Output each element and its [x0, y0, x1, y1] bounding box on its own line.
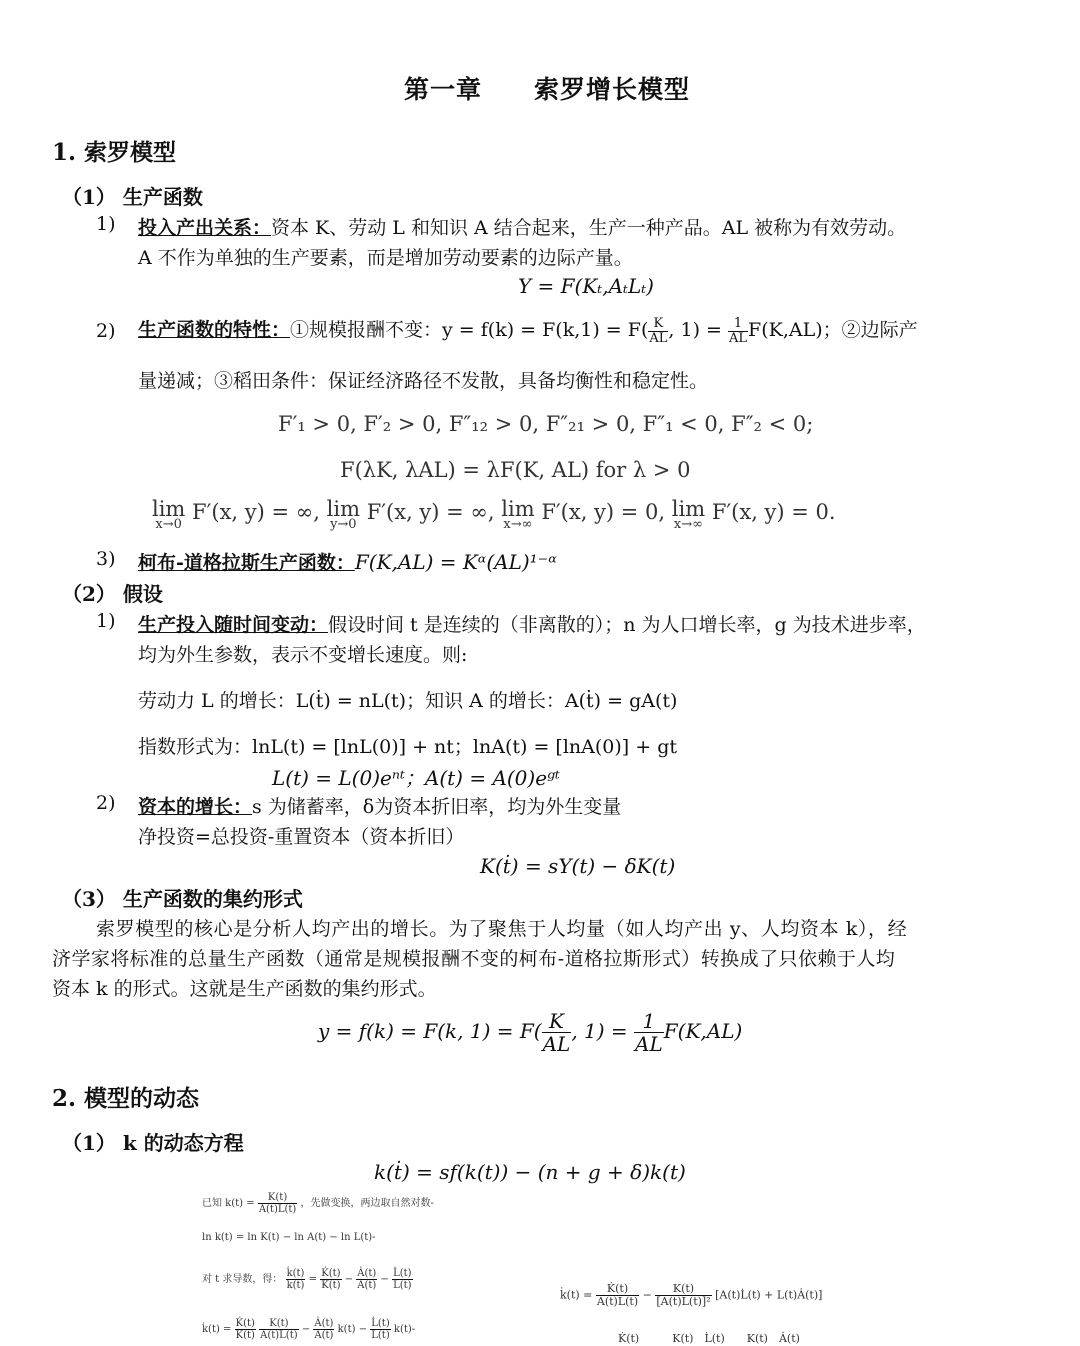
item-text: 假设时间 t 是连续的（非离散的）；n 为人口增长率，g 为技术进步率，: [328, 614, 926, 636]
item-text-c: F(K,AL)；②边际产: [748, 319, 918, 341]
k-dynamics-equation: k(ṫ) = sf(k(t)) − (n + g + δ)k(t): [374, 1160, 686, 1184]
fraction-denominator: A(t): [314, 1330, 334, 1341]
item-assumption-line-1: [138, 610, 926, 637]
note-text: 对 t 求导数，得：: [202, 1274, 283, 1285]
derivation-right-2: K̇(t) K(t) L̇(t) K(t) Ȧ(t): [618, 1332, 800, 1345]
lim-word: lim: [671, 497, 706, 521]
cobb-douglas-equation: F(K,AL) = Kᵅ(AL)¹⁻ᵅ: [354, 550, 557, 574]
fraction-denominator: k(t): [286, 1280, 305, 1291]
fraction-1-over-al: [634, 1010, 664, 1055]
lim-word: lim: [326, 497, 360, 521]
item-assumption-line-2: 均为外生参数，表示不变增长速度。则:: [138, 644, 468, 666]
eq-part-a: y = f(k) = F(k, 1) = F(: [318, 1019, 542, 1043]
limit-expr: F′(x, y) = 0,: [541, 500, 666, 524]
limit-2: [326, 497, 360, 532]
fraction-denominator: K(t): [235, 1330, 255, 1341]
limit-expr: F′(x, y) = ∞,: [366, 500, 495, 524]
limit-expr: F′(x, y) = 0.: [711, 500, 836, 524]
fraction-denominator: K(t): [321, 1280, 341, 1291]
item-text: s 为储蓄率，δ为资本折旧率，均为外生变量: [252, 796, 622, 818]
item-label: 生产函数的特性：: [138, 319, 291, 341]
limit-sub: x→∞: [503, 517, 533, 532]
lim-word: lim: [501, 497, 535, 521]
item-number: 1): [96, 213, 116, 235]
fraction-numerator: K: [648, 317, 668, 332]
fraction-denominator: [A(t)L(t)]²: [656, 1295, 711, 1308]
lim-word: lim: [152, 497, 186, 521]
fraction-numerator: K(t): [258, 1192, 298, 1204]
item-1-line-1: [138, 213, 906, 240]
eq-part-c: F(K,AL): [663, 1019, 743, 1043]
note-fraction: [258, 1192, 298, 1215]
fraction-denominator: A(t)L(t): [258, 1204, 297, 1215]
inada-conditions-equation: F′₁ > 0, F′₂ > 0, F″₁₂ > 0, F″₂₁ > 0, F″₁ < 0, F″₂ < 0;: [278, 412, 814, 436]
note-text: ，先做变换，两边取自然对数-: [300, 1198, 434, 1209]
limit-sub: x→∞: [673, 517, 703, 532]
fraction-denominator: A(t): [357, 1280, 377, 1291]
intensive-form-equation: [318, 1006, 742, 1056]
item-label: 生产投入随时间变动：: [138, 614, 329, 636]
subsection-1-3-title: （3） 生产函数的集约形式: [62, 887, 303, 911]
paragraph-line-2: 济学家将标准的总量生产函数（通常是规模报酬不变的柯布-道格拉斯形式）转换成了只依赖于人均: [52, 948, 896, 970]
fraction-numerator: Ȧ(t): [314, 1318, 334, 1329]
paragraph-line-1: 索罗模型的核心是分析人均产出的增长。为了聚焦于人均量（如人均产出 y、人均资本 k），经: [96, 918, 908, 940]
fraction-numerator: K̇(t): [321, 1268, 341, 1279]
fraction-numerator: Ȧ(t): [357, 1268, 377, 1279]
item-2-line-2: 量递减；③稻田条件：保证经济路径不发散，具备均衡性和稳定性。: [138, 370, 709, 392]
note-fraction: [313, 1318, 334, 1341]
limit-3: [501, 497, 535, 532]
fraction-numerator: k̇(t): [286, 1268, 305, 1279]
fraction-denominator: A(t)L(t): [260, 1330, 298, 1341]
fraction-numerator: K(t): [259, 1318, 299, 1330]
fraction-numerator: K: [542, 1010, 572, 1033]
item-2-line-1: [138, 313, 918, 347]
derivation-note-1: [202, 1192, 434, 1215]
fraction-k-over-al: [648, 317, 668, 346]
note-fraction: [370, 1318, 390, 1341]
item-text-a: ①规模报酬不变：y = f(k) = F(k,1) = F(: [290, 319, 649, 341]
derivation-note-3: 对 t 求导数，得： $\frac{k̇(t)}{k(t)}$ = $\frac{K̇(t)}{K(t)}$ − $\frac{Ȧ(t)}{A(t)}$ − $\frac{L̇(t)}{L(t)}$: [202, 1268, 412, 1291]
note-text: k̇(t) =: [560, 1288, 593, 1302]
fraction-numerator: 1: [634, 1010, 664, 1033]
note-fraction: [655, 1283, 711, 1308]
item-label: 柯布-道格拉斯生产函数：: [138, 552, 355, 574]
derivation-right-1: k̇(t) = $\frac{K̇(t)}{A(t)L(t)}$ − $\frac{K(t)}{\text{[A(t)L(t)]²}}$ [A(t)L̇(t) + L(t)Ȧ(t)]: [560, 1282, 823, 1308]
fraction-denominator: AL: [649, 330, 668, 346]
note-fraction: [392, 1268, 412, 1291]
item-text: 资本 K、劳动 L 和知识 A 结合起来，生产一种产品。AL 被称为有效劳动。: [271, 217, 907, 239]
derivation-note-2: ln k(t) = ln K(t) − ln A(t) − ln L(t)-: [202, 1232, 376, 1243]
equation-production: Y = F(Kₜ,AₜLₜ): [518, 274, 654, 298]
subsection-1-2-title: （2） 假设: [62, 582, 163, 606]
subsection-2-1-title: （1） k 的动态方程: [62, 1131, 244, 1155]
constant-returns-equation: F(λK, λAL) = λF(K, AL) for λ > 0: [340, 458, 691, 482]
fraction-denominator: AL: [635, 1032, 663, 1056]
subsection-1-1-title: （1） 生产函数: [62, 185, 203, 209]
section-2-title: 2. 模型的动态: [52, 1085, 200, 1112]
item-label: 资本的增长：: [138, 796, 253, 818]
chapter-title: 第一章 索罗增长模型: [404, 75, 691, 104]
item-number: 1): [96, 610, 116, 632]
fraction-denominator: AL: [729, 330, 748, 346]
fraction-numerator: K̇(t): [596, 1283, 639, 1296]
item-3-line: [138, 548, 557, 575]
paragraph-line-3: 资本 k 的形式。这就是生产函数的集约形式。: [52, 978, 437, 1000]
fraction-denominator: AL: [542, 1032, 571, 1056]
fraction-numerator: 1: [728, 317, 748, 332]
eq-part-b: , 1) =: [571, 1019, 635, 1043]
item-number: 3): [96, 548, 116, 570]
limit-sub: y→0: [330, 517, 357, 532]
note-fraction: [259, 1318, 299, 1341]
limits-equation: [152, 497, 836, 532]
fraction-denominator: L(t): [371, 1330, 390, 1341]
note-fraction: [286, 1268, 306, 1291]
item-number: 2): [96, 792, 116, 814]
fraction-numerator: L̇(t): [393, 1268, 412, 1279]
growth-equations-line: 劳动力 L 的增长：L(ṫ) = nL(t)；知识 A 的增长：A(ṫ) = gA(t): [138, 690, 678, 712]
exponential-form-line: L(t) = L(0)eⁿᵗ；A(t) = A(0)eᵍᵗ: [272, 766, 560, 790]
fraction-k-over-al: [542, 1010, 572, 1055]
note-fraction: [356, 1268, 377, 1291]
note-text: k̇(t) =: [202, 1324, 232, 1335]
limit-sub: x→0: [155, 517, 182, 532]
fraction-numerator: K(t): [655, 1283, 711, 1296]
note-text: k(t): [337, 1324, 356, 1335]
fraction-1-over-al: [728, 317, 748, 346]
derivation-note-4: k̇(t) = $\frac{K̇(t)}{K(t)}$ $\frac{K(t)}{A(t)L(t)}$ − $\frac{Ȧ(t)}{A(t)}$ k(t) − $\frac{L̇(t)}{L(t)}$ k(t)-: [202, 1318, 416, 1341]
note-fraction: [235, 1318, 256, 1341]
limit-expr: F′(x, y) = ∞,: [192, 500, 320, 524]
capital-growth-line-2: 净投资=总投资-重置资本（资本折旧）: [138, 826, 465, 848]
capital-growth-line-1: [138, 792, 621, 819]
section-1-title: 1. 索罗模型: [52, 139, 177, 166]
fraction-denominator: L(t): [393, 1280, 412, 1291]
note-text: 已知 k(t) =: [202, 1198, 255, 1209]
item-1-line-2: A 不作为单独的生产要素，而是增加劳动要素的边际产量。: [138, 247, 633, 269]
fraction-numerator: K̇(t): [235, 1318, 255, 1329]
item-number: 2): [96, 320, 116, 342]
note-text: k(t)-: [393, 1324, 416, 1335]
log-form-line: 指数形式为：lnL(t) = [lnL(0)] + nt；lnA(t) = [lnA(0)] + gt: [138, 736, 677, 758]
note-fraction: [320, 1268, 341, 1291]
note-fraction: [596, 1283, 639, 1308]
item-label: 投入产出关系：: [138, 217, 272, 239]
item-text-b: , 1) =: [668, 319, 728, 341]
limit-4: [671, 497, 706, 532]
fraction-numerator: L̇(t): [371, 1318, 390, 1329]
limit-1: [152, 497, 186, 532]
fraction-denominator: A(t)L(t): [596, 1295, 639, 1308]
capital-accumulation-equation: K(ṫ) = sY(t) − δK(t): [480, 854, 676, 878]
note-text: [A(t)L̇(t) + L(t)Ȧ(t)]: [715, 1288, 823, 1302]
